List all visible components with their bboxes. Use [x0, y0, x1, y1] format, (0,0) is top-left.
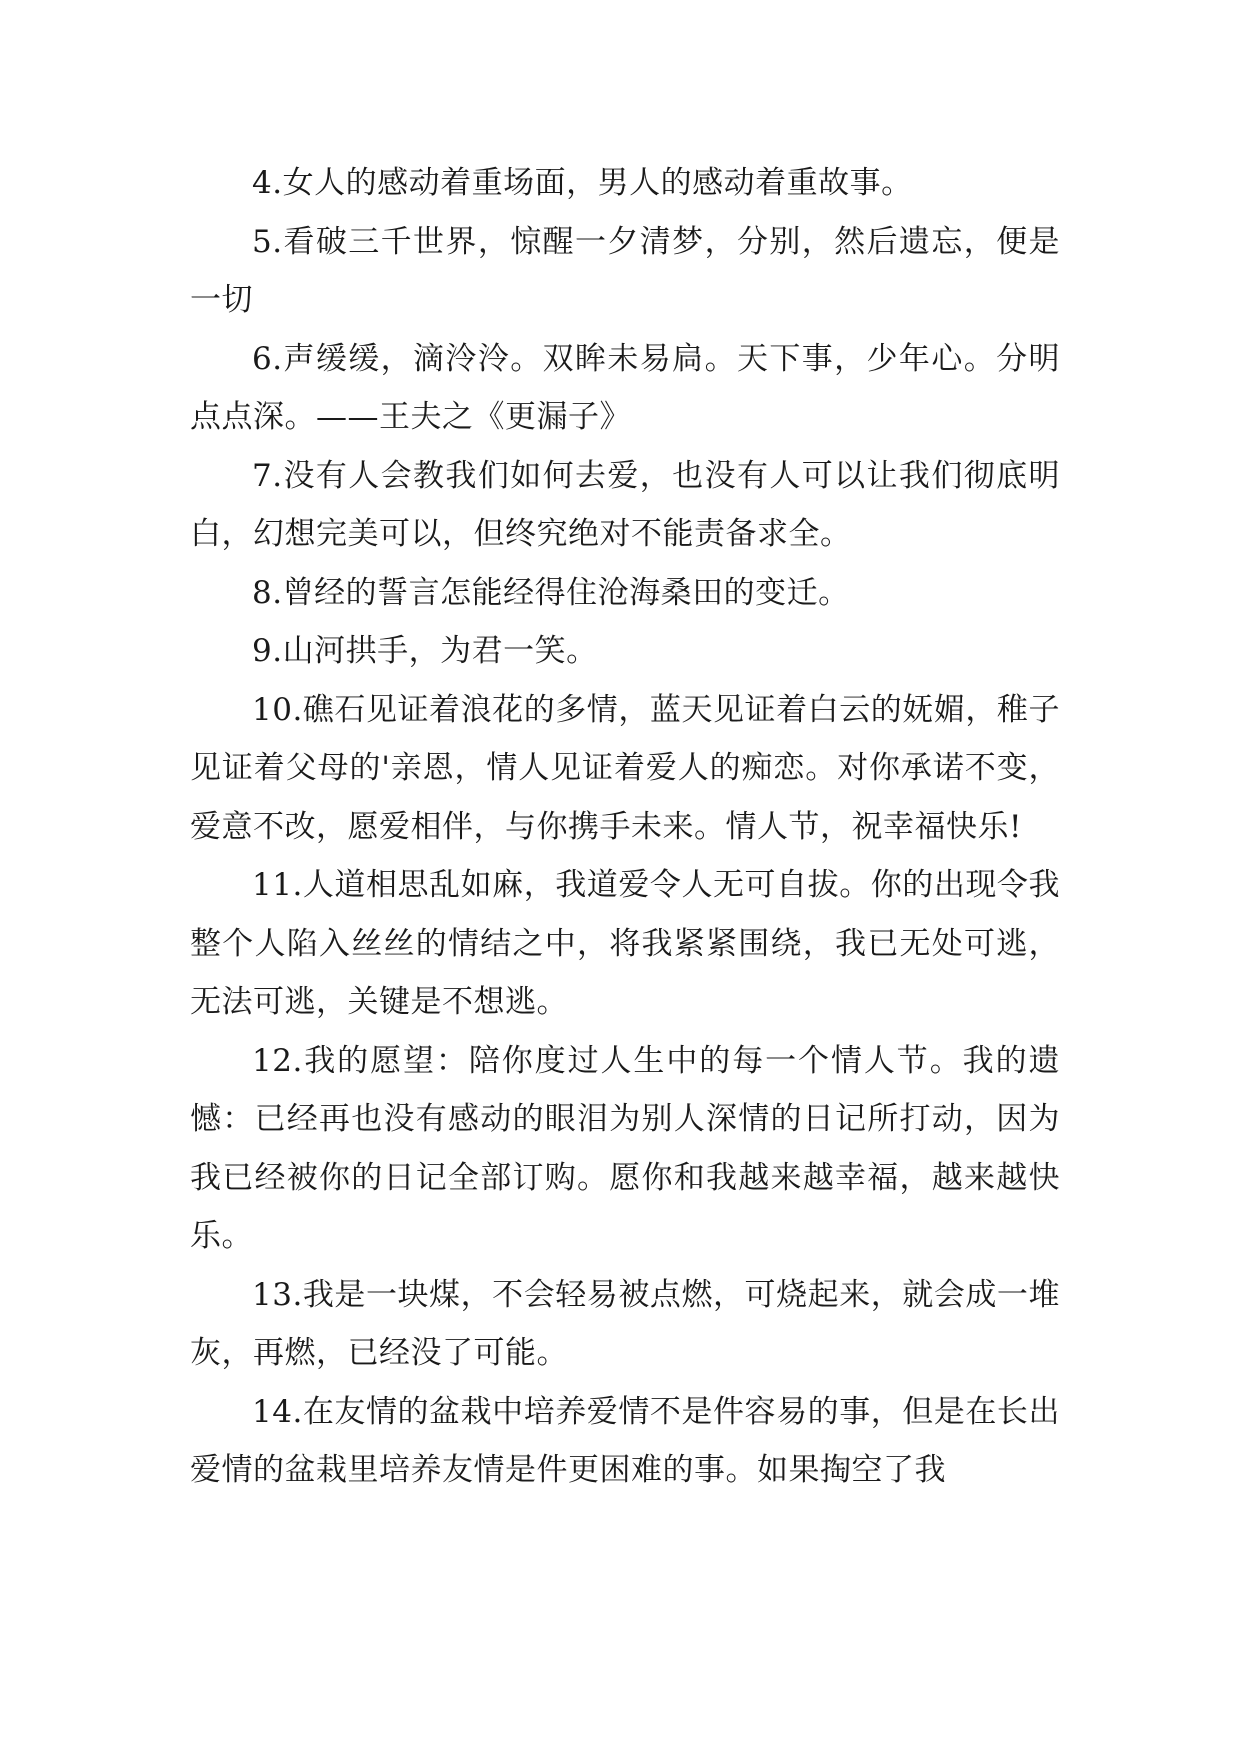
paragraph-9: 9.山河拱手，为君一笑。 — [252, 633, 598, 669]
paragraph-6: 6.声缓缓，滴泠泠。双眸未易扃。天下事，少年心。分明点点深。——王夫之《更漏子》 — [190, 340, 1060, 435]
paragraph-14: 14.在友情的盆栽中培养爱情不是件容易的事，但是在长出爱情的盆栽里培养友情是件更困难的事。如果掏空了我 — [190, 1393, 1060, 1488]
paragraph-5: 5.看破三千世界，惊醒一夕清梦，分别，然后遗忘，便是一切 — [190, 223, 1060, 318]
paragraph-10: 10.礁石见证着浪花的多情，蓝天见证着白云的妩媚，稚子见证着父母的'亲恩，情人见证着爱人的痴恋。对你承诺不变，爱意不改，愿爱相伴，与你携手未来。情人节，祝幸福快乐! — [190, 691, 1060, 845]
document-body — [190, 154, 1060, 1500]
paragraph-4: 4.女人的感动着重场面，男人的感动着重故事。 — [252, 165, 913, 201]
paragraph-13: 13.我是一块煤，不会轻易被点燃，可烧起来，就会成一堆灰，再燃，已经没了可能。 — [190, 1276, 1060, 1371]
paragraph-7: 7.没有人会教我们如何去爱，也没有人可以让我们彻底明白，幻想完美可以，但终究绝对不能责备求全。 — [190, 457, 1060, 552]
paragraph-8: 8.曾经的誓言怎能经得住沧海桑田的变迁。 — [252, 574, 850, 611]
paragraph-11: 11.人道相思乱如麻，我道爱令人无可自拔。你的出现令我整个人陷入丝丝的情结之中，将我紧紧围绕，我已无处可逃，无法可逃，关键是不想逃。 — [190, 867, 1060, 1020]
paragraph-12: 12.我的愿望：陪你度过人生中的每一个情人节。我的遗憾：已经再也没有感动的眼泪为别人深情的日记所打动，因为我已经被你的日记全部订购。愿你和我越来越幸福，越来越快乐。 — [190, 1042, 1060, 1254]
